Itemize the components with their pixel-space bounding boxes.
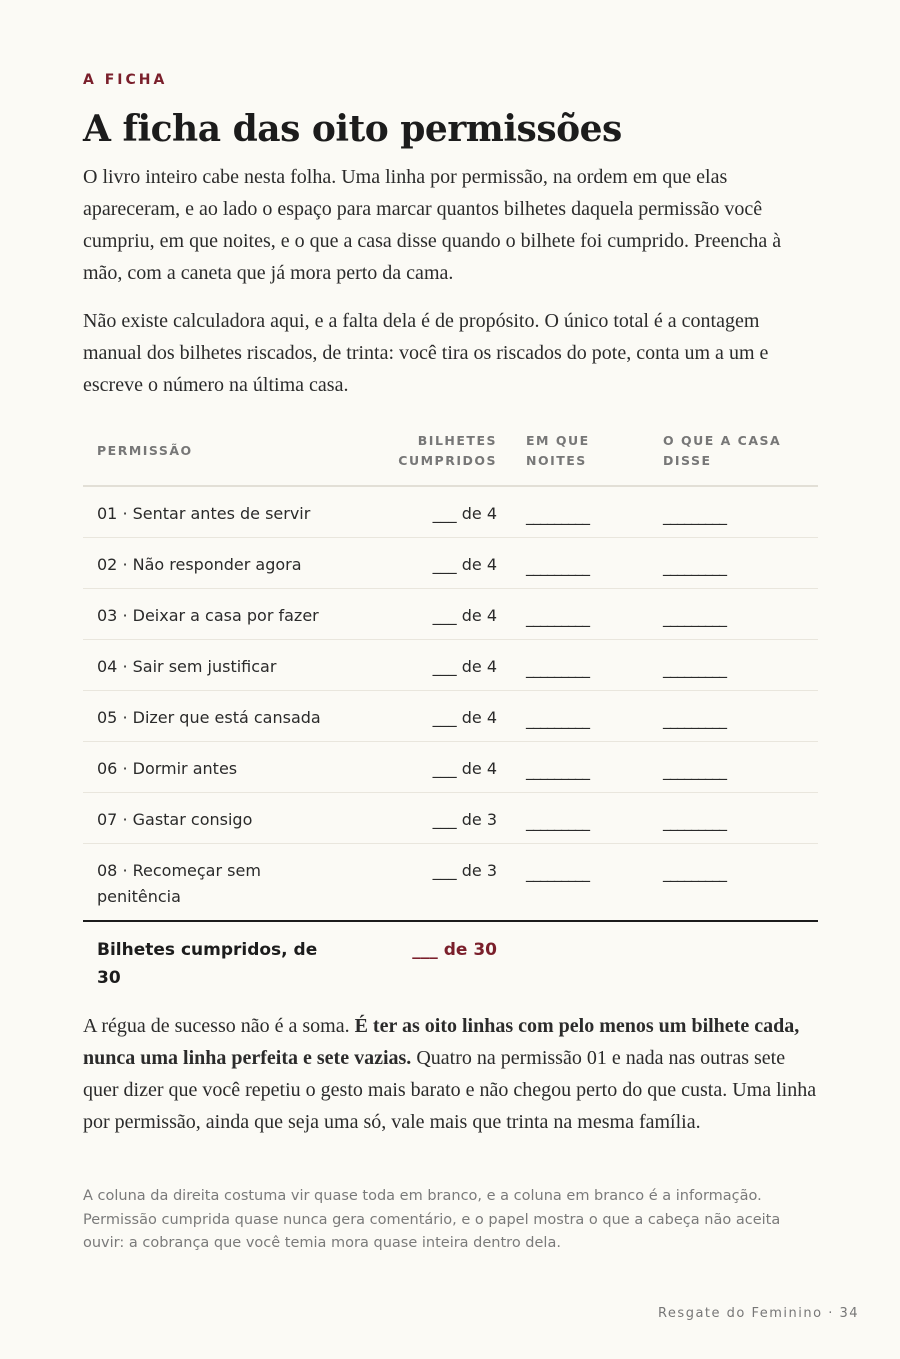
- header-bilhetes: BILHETES CUMPRIDOS: [398, 433, 497, 468]
- tickets-blank[interactable]: ___ de 4: [432, 606, 497, 625]
- section-eyebrow: A FICHA: [83, 72, 168, 88]
- total-row: [83, 922, 818, 1000]
- house-said-blank[interactable]: _________: [663, 863, 726, 882]
- nights-blank[interactable]: _________: [526, 659, 589, 678]
- nights-blank[interactable]: _________: [526, 863, 589, 882]
- permission-name: 01 · Sentar antes de servir: [97, 504, 311, 523]
- side-note: A coluna da direita costuma vir quase toda em branco, e a coluna em branco é a informação. Permissão cumprida quase nunca gera comentário, e o papel mostra o que a cabeça não aceita ouvir: a cobrança que você temia mora quase inteira dentro dela.: [83, 1188, 781, 1251]
- table-row: [83, 538, 818, 589]
- tickets-blank[interactable]: ___ de 4: [432, 504, 497, 523]
- intro-paragraph-2: Não existe calculadora aqui, e a falta dela é de propósito. O único total é a contagem manual dos bilhetes riscados, de trinta: você tira os riscados do pote, conta um a um e escreve o número na última casa.: [83, 310, 769, 396]
- table-row: [83, 691, 818, 742]
- permission-name: 08 · Recomeçar sem penitência: [97, 861, 261, 906]
- header-casa: O QUE A CASA DISSE: [663, 433, 782, 468]
- table-header: [83, 420, 818, 487]
- nights-blank[interactable]: _________: [526, 761, 589, 780]
- closing-bold: É ter as oito linhas com pelo menos um bilhete cada, nunca uma linha perfeita e sete vazias.: [83, 1015, 800, 1069]
- header-permissao: PERMISSÃO: [97, 443, 193, 458]
- tickets-blank[interactable]: ___ de 4: [432, 708, 497, 727]
- house-said-blank[interactable]: _________: [663, 761, 726, 780]
- house-said-blank[interactable]: _________: [663, 506, 726, 525]
- nights-blank[interactable]: _________: [526, 608, 589, 627]
- total-label: Bilhetes cumpridos, de 30: [97, 940, 318, 988]
- house-said-blank[interactable]: _________: [663, 557, 726, 576]
- table-row: [83, 742, 818, 793]
- table-row: [83, 793, 818, 844]
- nights-blank[interactable]: _________: [526, 710, 589, 729]
- house-said-blank[interactable]: _________: [663, 710, 726, 729]
- permissions-table: [83, 420, 818, 1000]
- permission-name: 06 · Dormir antes: [97, 759, 238, 778]
- table-row: [83, 487, 818, 538]
- nights-blank[interactable]: _________: [526, 506, 589, 525]
- page-title: A ficha das oito permissões: [83, 108, 622, 150]
- table-row: [83, 640, 818, 691]
- house-said-blank[interactable]: _________: [663, 659, 726, 678]
- tickets-blank[interactable]: ___ de 4: [432, 657, 497, 676]
- closing-lead: A régua de sucesso não é a soma.: [83, 1015, 355, 1037]
- permission-name: 05 · Dizer que está cansada: [97, 708, 321, 727]
- permission-name: 07 · Gastar consigo: [97, 810, 253, 829]
- table-row: [83, 589, 818, 640]
- house-said-blank[interactable]: _________: [663, 608, 726, 627]
- table-row: [83, 844, 818, 922]
- closing-rest: Quatro na permissão 01 e nada nas outras sete quer dizer que você repetiu o gesto mais barato e não chegou perto do que custa. Uma linha por permissão, ainda que seja uma só, vale mais que trinta na mesma família.: [83, 1047, 817, 1133]
- tickets-blank[interactable]: ___ de 4: [432, 759, 497, 778]
- permission-name: 04 · Sair sem justificar: [97, 657, 277, 676]
- tickets-blank[interactable]: ___ de 4: [432, 555, 497, 574]
- intro-paragraph-1: O livro inteiro cabe nesta folha. Uma linha por permissão, na ordem em que elas apareceram, e ao lado o espaço para marcar quantos bilhetes daquela permissão você cumpriu, em que noites, e o que a casa disse quando o bilhete foi cumprido. Preencha à mão, com a caneta que já mora perto da cama.: [83, 166, 782, 284]
- tickets-blank[interactable]: ___ de 3: [432, 861, 497, 880]
- tickets-blank[interactable]: ___ de 3: [432, 810, 497, 829]
- permission-name: 03 · Deixar a casa por fazer: [97, 606, 319, 625]
- page-footer: Resgate do Feminino · 34: [657, 1306, 859, 1321]
- permission-name: 02 · Não responder agora: [97, 555, 302, 574]
- header-noites: EM QUE NOITES: [526, 433, 590, 468]
- closing-paragraph: [83, 1010, 818, 1138]
- total-value-blank[interactable]: ___ de 30: [412, 940, 497, 960]
- nights-blank[interactable]: _________: [526, 557, 589, 576]
- house-said-blank[interactable]: _________: [663, 812, 726, 831]
- nights-blank[interactable]: _________: [526, 812, 589, 831]
